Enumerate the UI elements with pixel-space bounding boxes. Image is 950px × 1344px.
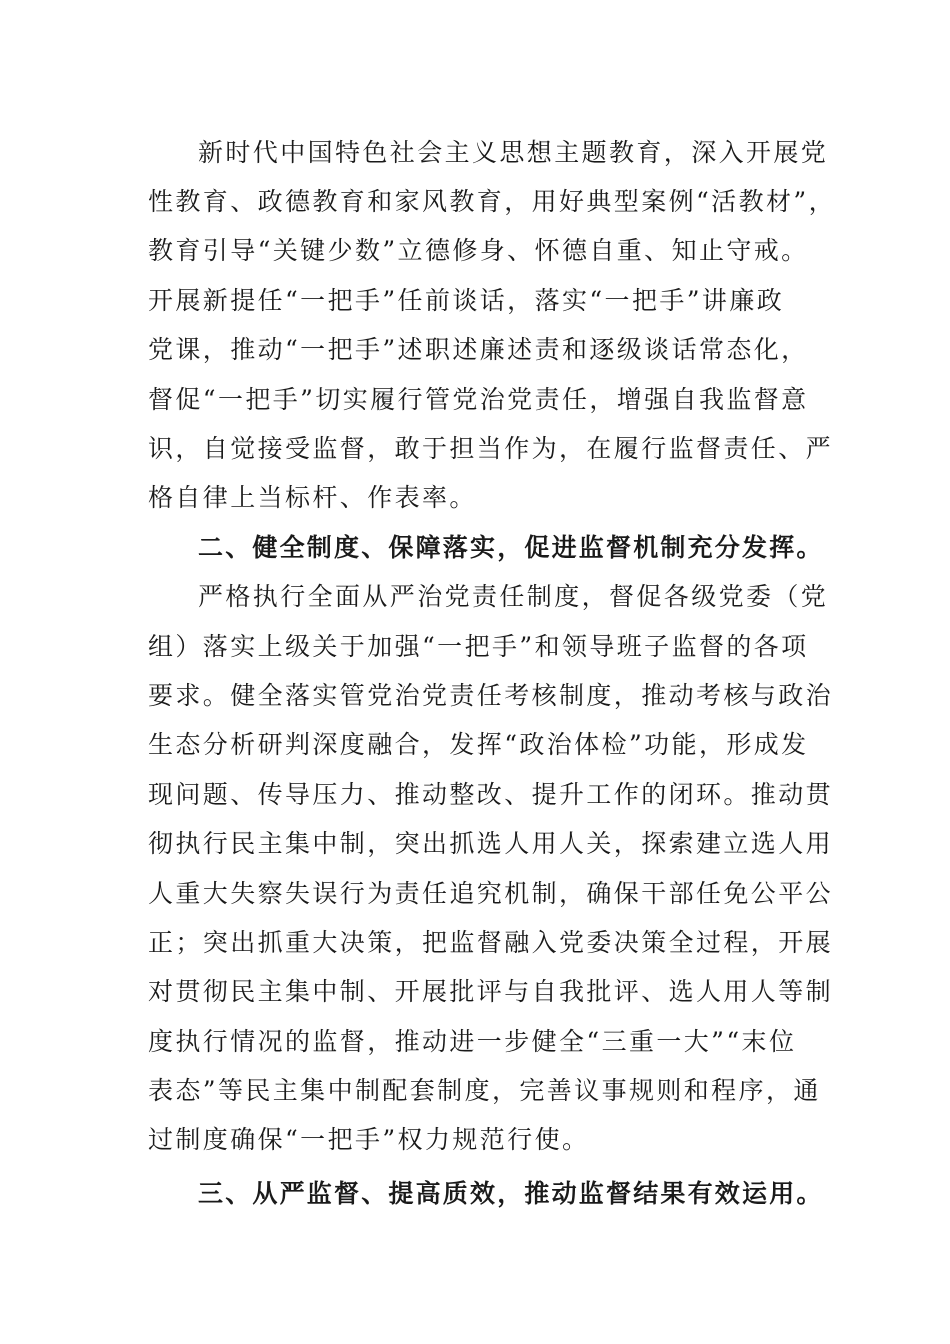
- paragraph-line: 党课，推动“一把手”述职述廉述责和逐级谈话常态化，: [148, 335, 809, 364]
- section-heading-2: 二、健全制度、保障落实，促进监督机制充分发挥。: [198, 533, 824, 562]
- paragraph-line: 正；突出抓重大决策，把监督融入党委决策全过程，开展: [148, 928, 834, 957]
- paragraph-line: 对贯彻民主集中制、开展批评与自我批评、选人用人等制: [148, 977, 834, 1006]
- paragraph-line: 度执行情况的监督，推动进一步健全“三重一大”“末位: [148, 1027, 797, 1056]
- paragraph-line: 生态分析研判深度融合，发挥“政治体检”功能，形成发: [148, 730, 809, 759]
- paragraph-line: 过制度确保“一把手”权力规范行使。: [148, 1125, 590, 1154]
- paragraph-line: 严格执行全面从严治党责任制度，督促各级党委（党: [198, 582, 829, 611]
- paragraph-line: 格自律上当标杆、作表率。: [148, 483, 477, 512]
- section-heading-3: 三、从严监督、提高质效，推动监督结果有效运用。: [198, 1179, 824, 1208]
- paragraph-line: 识，自觉接受监督，敢于担当作为，在履行监督责任、严: [148, 434, 834, 463]
- paragraph-line: 要求。健全落实管党治党责任考核制度，推动考核与政治: [148, 681, 834, 710]
- paragraph-line: 性教育、政德教育和家风教育，用好典型案例“活教材”，: [148, 187, 836, 216]
- paragraph-line: 开展新提任“一把手”任前谈话，落实“一把手”讲廉政: [148, 286, 785, 315]
- paragraph-line: 现问题、传导压力、推动整改、提升工作的闭环。推动贯: [148, 780, 834, 809]
- paragraph-line: 彻执行民主集中制，突出抓选人用人关，探索建立选人用: [148, 829, 834, 858]
- paragraph-line: 督促“一把手”切实履行管党治党责任，增强自我监督意: [148, 385, 809, 414]
- paragraph-line: 新时代中国特色社会主义思想主题教育，深入开展党: [198, 138, 829, 167]
- paragraph-line: 教育引导“关键少数”立德修身、怀德自重、知止守戒。: [148, 236, 809, 265]
- paragraph-line: 人重大失察失误行为责任追究机制，确保干部任免公平公: [148, 879, 834, 908]
- paragraph-line: 表态”等民主集中制配套制度，完善议事规则和程序，通: [148, 1076, 821, 1105]
- paragraph-line: 组）落实上级关于加强“一把手”和领导班子监督的各项: [148, 632, 809, 661]
